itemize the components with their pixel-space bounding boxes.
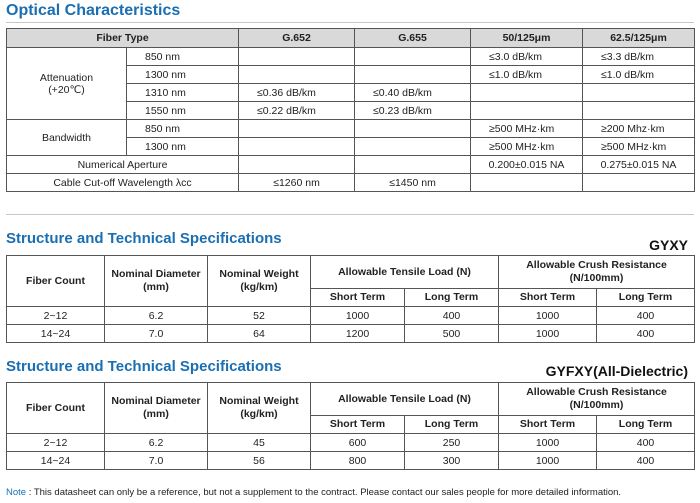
table-header-row [7, 383, 695, 416]
g655-value [355, 48, 471, 66]
mm62-value: ≥500 MHz·km [583, 138, 695, 156]
g652-value [239, 120, 355, 138]
header-long-term: Long Term [597, 289, 695, 307]
crush-long: 400 [597, 452, 695, 470]
g655-value: ≤0.23 dB/km [355, 102, 471, 120]
gyxy-model-label: GYXY [649, 237, 688, 253]
g652-value: ≤1260 nm [239, 174, 355, 192]
header-g655: G.655 [355, 29, 471, 48]
mm62-value: ≤3.3 dB/km [583, 48, 695, 66]
mm50-value: ≥500 MHz·km [471, 120, 583, 138]
g652-value [239, 138, 355, 156]
crush-short: 1000 [499, 434, 597, 452]
attenuation-sublabel: (+20℃) [48, 83, 85, 96]
gyxy-section-title: Structure and Technical Specifications [6, 230, 282, 247]
note-separator: : [26, 487, 34, 498]
divider [6, 214, 694, 215]
wavelength: 850 nm [127, 48, 239, 66]
g655-value [355, 66, 471, 84]
gyfxy-section-title: Structure and Technical Specifications [6, 358, 282, 375]
crush-long: 400 [597, 434, 695, 452]
header-short-term: Short Term [311, 289, 405, 307]
attenuation-label-cell [7, 48, 127, 120]
header-50-125: 50/125μm [471, 29, 583, 48]
mm50-value: ≥500 MHz·km [471, 138, 583, 156]
header-crush-resistance: Allowable Crush Resistance (N/100mm) [499, 256, 695, 289]
diameter: 6.2 [105, 434, 208, 452]
bandwidth-label: Bandwidth [7, 120, 127, 156]
mm62-value: ≥200 Mhz·km [583, 120, 695, 138]
header-62-125: 62.5/125μm [583, 29, 695, 48]
crush-long: 400 [597, 325, 695, 343]
numerical-aperture-label: Numerical Aperture [7, 156, 239, 174]
header-diameter: Nominal Diameter (mm) [105, 383, 208, 434]
header-short-term: Short Term [311, 416, 405, 434]
header-long-term: Long Term [405, 416, 499, 434]
table-row [7, 434, 695, 452]
table-row [7, 156, 695, 174]
gyfxy-spec-table [6, 382, 695, 470]
mm50-value [471, 174, 583, 192]
weight: 52 [208, 307, 311, 325]
optical-table [6, 28, 695, 192]
fiber-count: 14~24 [7, 325, 105, 343]
mm50-value [471, 84, 583, 102]
g652-value [239, 156, 355, 174]
header-weight: Nominal Weight (kg/km) [208, 383, 311, 434]
g652-value: ≤0.36 dB/km [239, 84, 355, 102]
tensile-long: 500 [405, 325, 499, 343]
divider [6, 22, 694, 23]
mm50-value: 0.200±0.015 NA [471, 156, 583, 174]
wavelength: 1550 nm [127, 102, 239, 120]
header-long-term: Long Term [597, 416, 695, 434]
header-tensile-load: Allowable Tensile Load (N) [311, 256, 499, 289]
footer-note [6, 487, 621, 498]
mm62-value [583, 174, 695, 192]
table-row [7, 120, 695, 138]
fiber-count: 2~12 [7, 434, 105, 452]
table-row [7, 452, 695, 470]
g655-value [355, 138, 471, 156]
mm50-value [471, 102, 583, 120]
g655-value [355, 120, 471, 138]
crush-long: 400 [597, 307, 695, 325]
table-row [7, 307, 695, 325]
fiber-count: 2~12 [7, 307, 105, 325]
g655-value: ≤0.40 dB/km [355, 84, 471, 102]
tensile-short: 800 [311, 452, 405, 470]
mm62-value: 0.275±0.015 NA [583, 156, 695, 174]
g655-value [355, 156, 471, 174]
tensile-long: 300 [405, 452, 499, 470]
tensile-long: 400 [405, 307, 499, 325]
tensile-short: 1000 [311, 307, 405, 325]
header-short-term: Short Term [499, 289, 597, 307]
tensile-short: 600 [311, 434, 405, 452]
table-header-row [7, 256, 695, 289]
wavelength: 1300 nm [127, 138, 239, 156]
note-text: This datasheet can only be a reference, but not a supplement to the contract. Please contact our sales people for more detailed information. [33, 487, 622, 498]
table-row [7, 48, 695, 66]
wavelength: 850 nm [127, 120, 239, 138]
crush-short: 1000 [499, 307, 597, 325]
table-header-row [7, 29, 695, 48]
table-row [7, 325, 695, 343]
g652-value: ≤0.22 dB/km [239, 102, 355, 120]
note-label: Note [6, 487, 27, 498]
crush-short: 1000 [499, 325, 597, 343]
header-weight: Nominal Weight (kg/km) [208, 256, 311, 307]
tensile-short: 1200 [311, 325, 405, 343]
diameter: 7.0 [105, 325, 208, 343]
optical-title: Optical Characteristics [6, 2, 181, 19]
header-tensile-load: Allowable Tensile Load (N) [311, 383, 499, 416]
wavelength: 1310 nm [127, 84, 239, 102]
header-fiber-type: Fiber Type [7, 29, 239, 48]
header-fiber-count: Fiber Count [7, 256, 105, 307]
wavelength: 1300 nm [127, 66, 239, 84]
attenuation-label: Attenuation [39, 71, 94, 84]
mm62-value [583, 102, 695, 120]
fiber-count: 14~24 [7, 452, 105, 470]
weight: 64 [208, 325, 311, 343]
table-row [7, 174, 695, 192]
gyxy-spec-table [6, 255, 695, 343]
weight: 56 [208, 452, 311, 470]
mm62-value [583, 84, 695, 102]
crush-short: 1000 [499, 452, 597, 470]
g655-value: ≤1450 nm [355, 174, 471, 192]
header-fiber-count: Fiber Count [7, 383, 105, 434]
header-g652: G.652 [239, 29, 355, 48]
diameter: 6.2 [105, 307, 208, 325]
mm50-value: ≤1.0 dB/km [471, 66, 583, 84]
gyfxy-model-label: GYFXY(All-Dielectric) [545, 363, 688, 379]
header-diameter: Nominal Diameter (mm) [105, 256, 208, 307]
tensile-long: 250 [405, 434, 499, 452]
cutoff-wavelength-label: Cable Cut-off Wavelength λcc [7, 174, 239, 192]
header-crush-resistance: Allowable Crush Resistance (N/100mm) [499, 383, 695, 416]
header-long-term: Long Term [405, 289, 499, 307]
header-short-term: Short Term [499, 416, 597, 434]
weight: 45 [208, 434, 311, 452]
g652-value [239, 66, 355, 84]
mm62-value: ≤1.0 dB/km [583, 66, 695, 84]
mm50-value: ≤3.0 dB/km [471, 48, 583, 66]
g652-value [239, 48, 355, 66]
diameter: 7.0 [105, 452, 208, 470]
